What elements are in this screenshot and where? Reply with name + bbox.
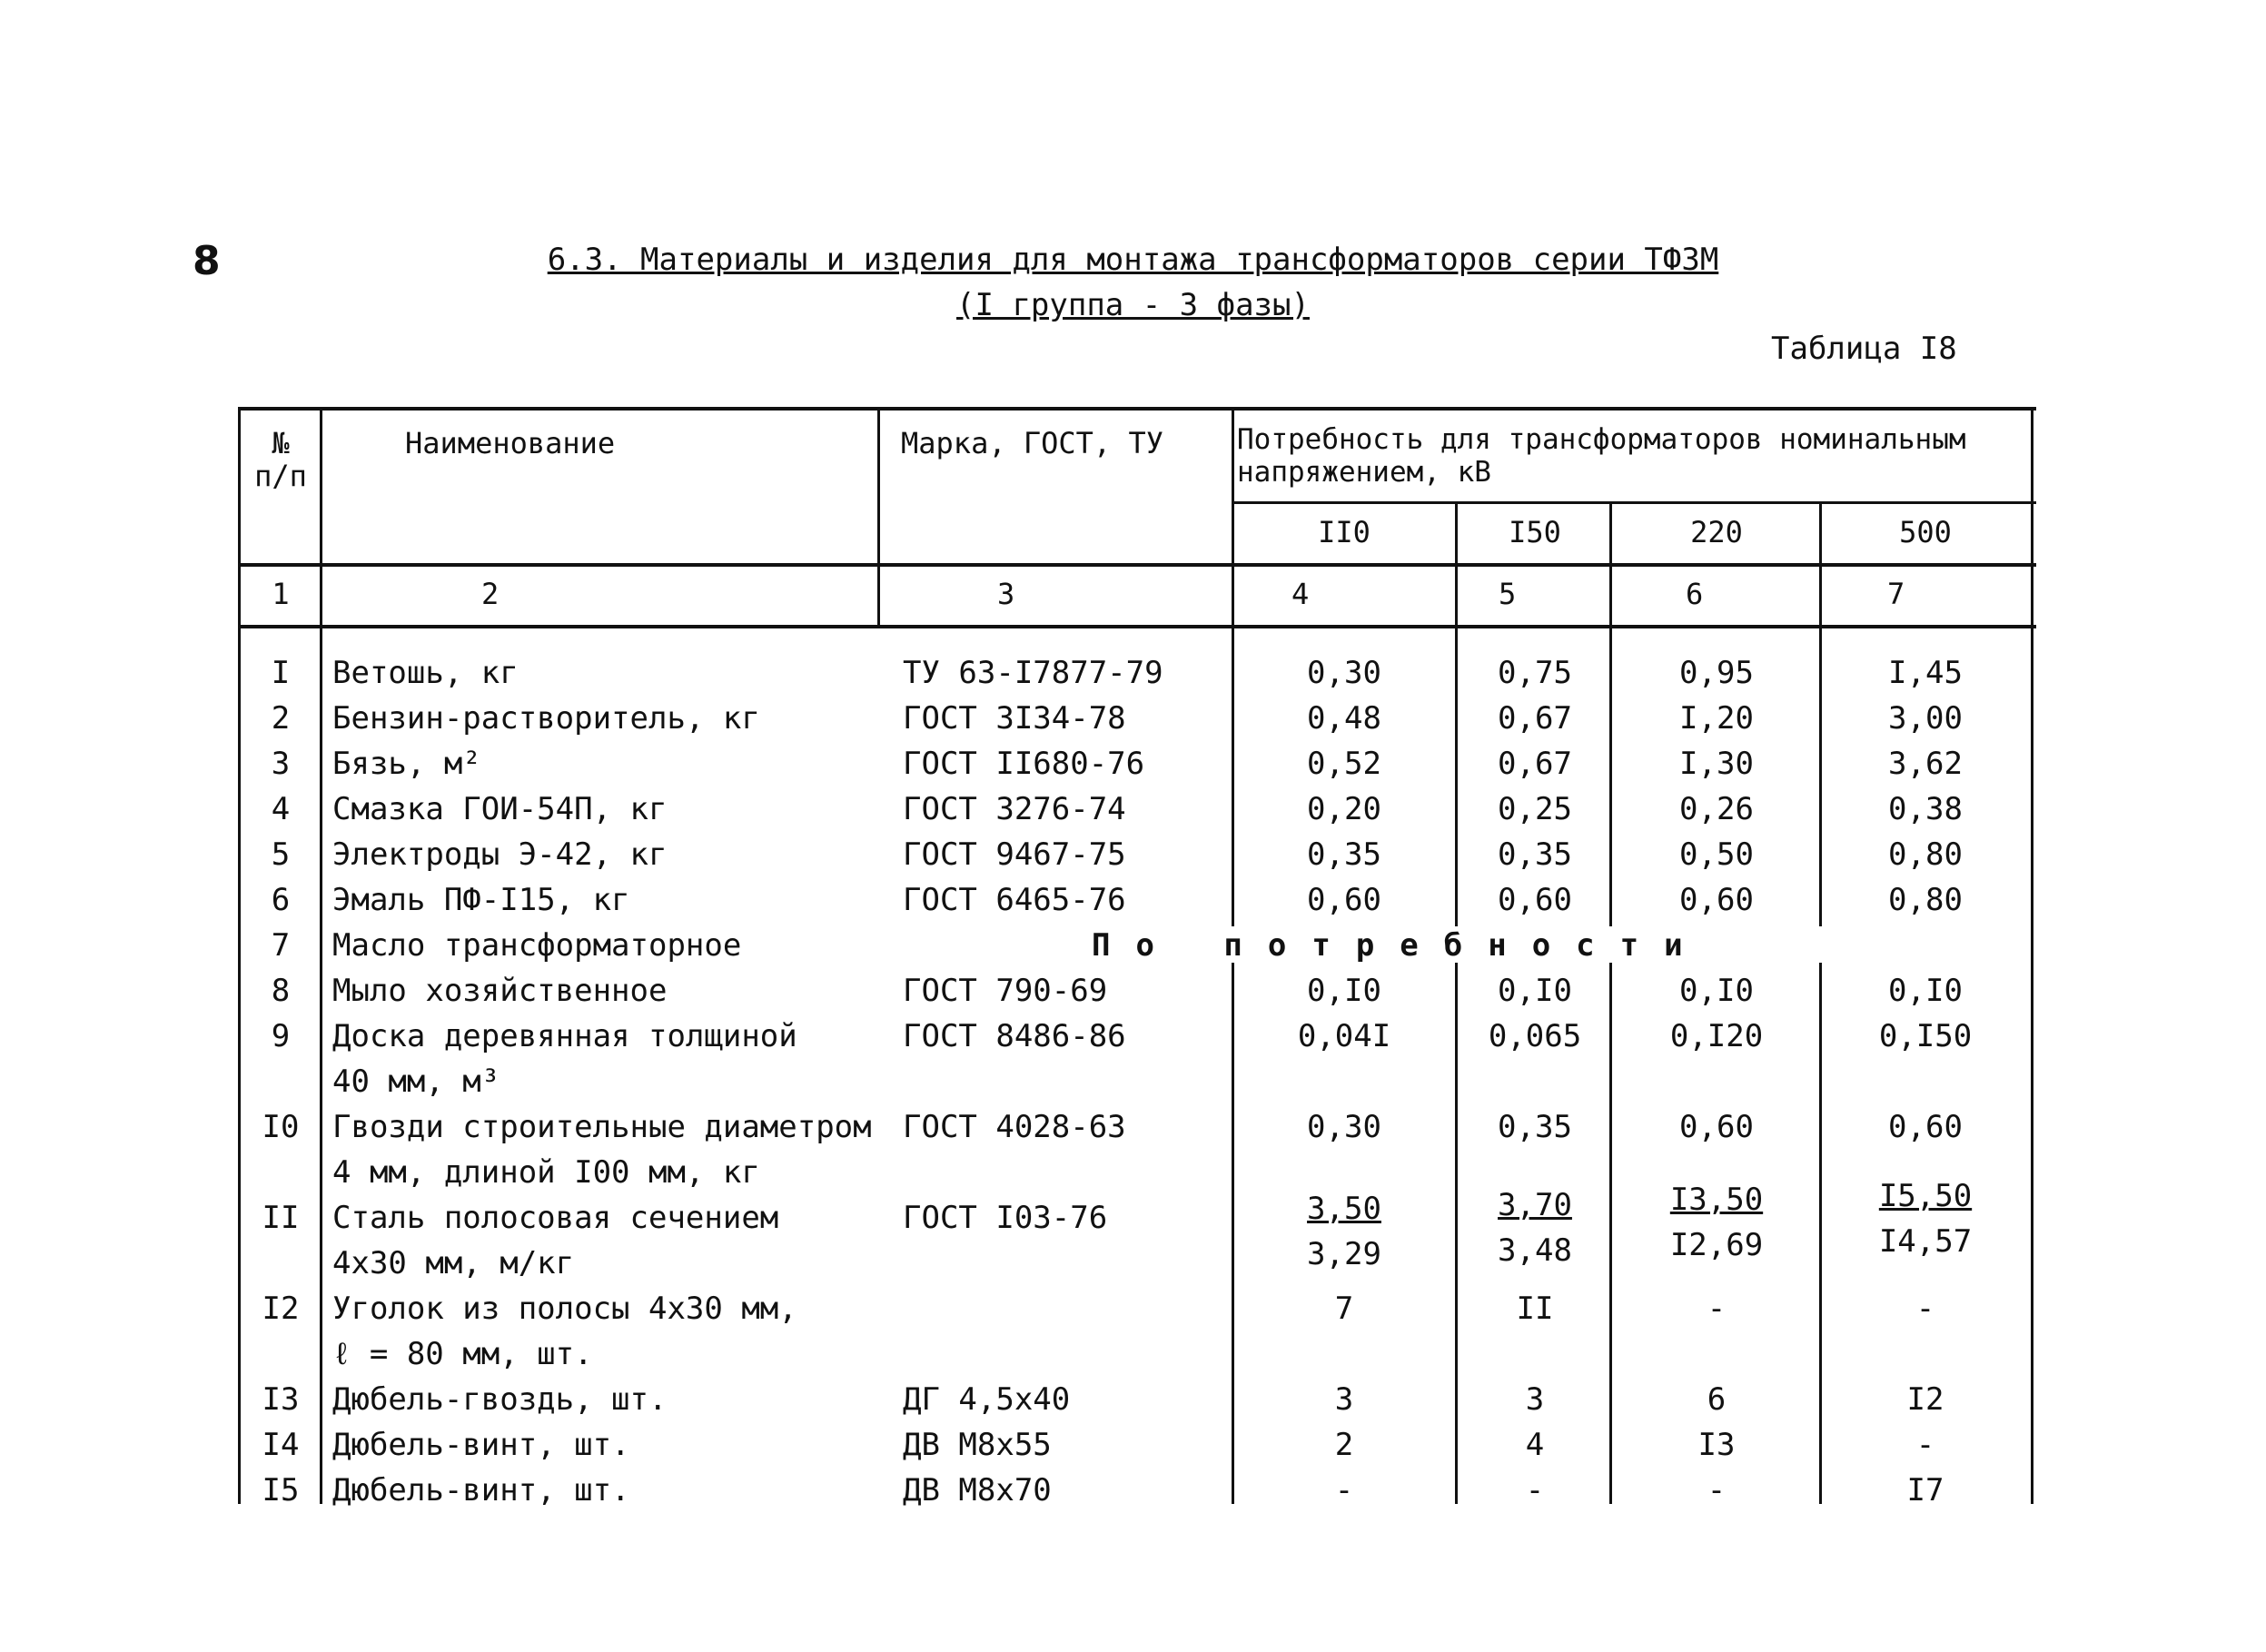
row-name: Электроды Э-42, кг (332, 836, 668, 873)
header-gost: Марка, ГОСТ, ТУ (901, 426, 1163, 460)
row-gost: ГОСТ 790-69 (903, 973, 1108, 1009)
value-110: 0,48 (1307, 700, 1381, 737)
value-500: I7 (1906, 1472, 1944, 1509)
row-gost: ГОСТ 4028-63 (903, 1109, 1126, 1145)
value-110: 3 (1334, 1381, 1354, 1418)
value-150: 0,35 (1498, 1109, 1572, 1145)
value-110: 0,35 (1307, 836, 1381, 873)
row-name-cont: ℓ = 80 мм, шт. (332, 1336, 593, 1372)
value-500: I,45 (1888, 655, 1963, 691)
row-name: Доска деревянная толщиной (332, 1018, 797, 1054)
row-number: 7 (271, 927, 291, 964)
row-name: Дюбель-винт, шт. (332, 1472, 630, 1509)
value-150: 0,60 (1498, 882, 1572, 918)
col-number-4: 4 (1291, 577, 1310, 611)
row-name-cont: 40 мм, м³ (332, 1063, 500, 1100)
value-220: I,30 (1679, 746, 1754, 782)
value-150: 3 (1525, 1381, 1545, 1418)
row-gost: ТУ 63-I7877-79 (903, 655, 1163, 691)
row-name: Масло трансформаторное (332, 927, 742, 964)
row-name: Уголок из полосы 4х30 мм, (332, 1291, 797, 1327)
col-number-1: 1 (272, 577, 290, 611)
value-150: 0,25 (1498, 791, 1572, 827)
value-110: 0,52 (1307, 746, 1381, 782)
col-number-2: 2 (481, 577, 500, 611)
value-110: 0,20 (1307, 791, 1381, 827)
value-500: 0,I0 (1888, 973, 1963, 1009)
row-name: Дюбель-гвоздь, шт. (332, 1381, 668, 1418)
value-150: 0,75 (1498, 655, 1572, 691)
row-name: Мыло хозяйственное (332, 973, 668, 1009)
row-gost: ГОСТ 9467-75 (903, 836, 1126, 873)
value-110: - (1334, 1472, 1354, 1509)
header-num-symbol: № (272, 426, 290, 460)
value-110: 0,30 (1307, 655, 1381, 691)
row-number: 8 (271, 973, 291, 1009)
row-gost: ДВ М8х70 (903, 1472, 1052, 1509)
table-label: Таблица I8 (1771, 331, 1957, 367)
header-voltage-220: 220 (1690, 515, 1743, 549)
section-subtitle: (I группа - 3 фазы) (956, 287, 1310, 323)
row-number: I2 (262, 1291, 300, 1327)
row-number: II (262, 1200, 300, 1236)
col-number-7: 7 (1887, 577, 1905, 611)
header-num-label: п/п (254, 459, 307, 493)
row-gost: ГОСТ 3I34-78 (903, 700, 1126, 737)
row-name-cont: 4х30 мм, м/кг (332, 1245, 575, 1281)
row-name: Эмаль ПФ-I15, кг (332, 882, 630, 918)
value-500: 0,80 (1888, 836, 1963, 873)
row-name: Бензин-растворитель, кг (332, 700, 760, 737)
header-voltage-110: II0 (1318, 515, 1370, 549)
value-220: I,20 (1679, 700, 1754, 737)
value-220-denominator: I2,69 (1669, 1227, 1764, 1263)
header-need-line2: напряжением, кВ (1237, 456, 1491, 489)
row-gost: ГОСТ 8486-86 (903, 1018, 1126, 1054)
row-number: 3 (271, 746, 291, 782)
row-name: Ветошь, кг (332, 655, 519, 691)
value-150-denominator: 3,48 (1498, 1232, 1572, 1269)
value-110: 0,60 (1307, 882, 1381, 918)
value-500: 0,I50 (1878, 1018, 1973, 1054)
header-name: Наименование (405, 426, 616, 460)
value-110: 0,I0 (1307, 973, 1381, 1009)
row-number: I0 (262, 1109, 300, 1145)
value-150: 0,67 (1498, 700, 1572, 737)
row-name: Сталь полосовая сечением (332, 1200, 779, 1236)
row-gost: ДВ М8х55 (903, 1427, 1052, 1463)
value-220: 6 (1707, 1381, 1727, 1418)
row-name: Дюбель-винт, шт. (332, 1427, 630, 1463)
value-500-numerator: I5,50 (1878, 1178, 1973, 1214)
value-110-numerator: 3,50 (1307, 1191, 1381, 1227)
value-150-numerator: 3,70 (1498, 1187, 1572, 1223)
value-220: 0,60 (1679, 1109, 1754, 1145)
header-need-line1: Потребность для трансформаторов номинальным (1237, 423, 1966, 456)
col-number-3: 3 (997, 577, 1015, 611)
value-110: 7 (1334, 1291, 1354, 1327)
header-voltage-500: 500 (1899, 515, 1952, 549)
value-500: 3,00 (1888, 700, 1963, 737)
row-name: Гвозди строительные диаметром (332, 1109, 872, 1145)
value-220: I3 (1697, 1427, 1736, 1463)
page-number: 8 (193, 238, 221, 284)
value-110: 0,04I (1297, 1018, 1391, 1054)
row-gost: ГОСТ I03-76 (903, 1200, 1108, 1236)
value-150: 0,065 (1488, 1018, 1582, 1054)
row-number: 6 (271, 882, 291, 918)
row-gost: ГОСТ 3276-74 (903, 791, 1126, 827)
row-name: Смазка ГОИ-54П, кг (332, 791, 668, 827)
value-110-denominator: 3,29 (1307, 1236, 1381, 1272)
value-500: 0,38 (1888, 791, 1963, 827)
value-500: - (1915, 1427, 1935, 1463)
value-150: 0,67 (1498, 746, 1572, 782)
row-number: 5 (271, 836, 291, 873)
value-500: - (1915, 1291, 1935, 1327)
value-220: - (1707, 1291, 1727, 1327)
row-number: I5 (262, 1472, 300, 1509)
value-220: 0,95 (1679, 655, 1754, 691)
row-name-cont: 4 мм, длиной I00 мм, кг (332, 1154, 760, 1191)
value-500: 0,80 (1888, 882, 1963, 918)
value-150: - (1525, 1472, 1545, 1509)
col-number-5: 5 (1499, 577, 1517, 611)
value-220: - (1707, 1472, 1727, 1509)
row-number: 9 (271, 1018, 291, 1054)
row-name: Бязь, м² (332, 746, 481, 782)
row-gost: ДГ 4,5х40 (903, 1381, 1071, 1418)
header-voltage-150: I50 (1509, 515, 1561, 549)
value-500-denominator: I4,57 (1878, 1223, 1973, 1260)
row-number: I3 (262, 1381, 300, 1418)
value-220: 0,I0 (1679, 973, 1754, 1009)
value-500: 3,62 (1888, 746, 1963, 782)
value-500: 0,60 (1888, 1109, 1963, 1145)
col-number-6: 6 (1686, 577, 1704, 611)
as-needed-note: По потребности (1092, 927, 1708, 964)
section-title: 6.3. Материалы и изделия для монтажа трансформаторов серии ТФЗМ (547, 242, 1719, 278)
value-500: I2 (1906, 1381, 1944, 1418)
value-220: 0,26 (1679, 791, 1754, 827)
value-110: 2 (1334, 1427, 1354, 1463)
value-110: 0,30 (1307, 1109, 1381, 1145)
value-220: 0,I20 (1669, 1018, 1764, 1054)
row-number: I4 (262, 1427, 300, 1463)
value-220-numerator: I3,50 (1669, 1182, 1764, 1218)
value-220: 0,60 (1679, 882, 1754, 918)
value-150: 0,I0 (1498, 973, 1572, 1009)
value-150: II (1516, 1291, 1554, 1327)
value-150: 4 (1525, 1427, 1545, 1463)
row-number: 4 (271, 791, 291, 827)
value-220: 0,50 (1679, 836, 1754, 873)
row-number: I (271, 655, 291, 691)
value-150: 0,35 (1498, 836, 1572, 873)
row-gost: ГОСТ 6465-76 (903, 882, 1126, 918)
row-number: 2 (271, 700, 291, 737)
row-gost: ГОСТ II680-76 (903, 746, 1145, 782)
